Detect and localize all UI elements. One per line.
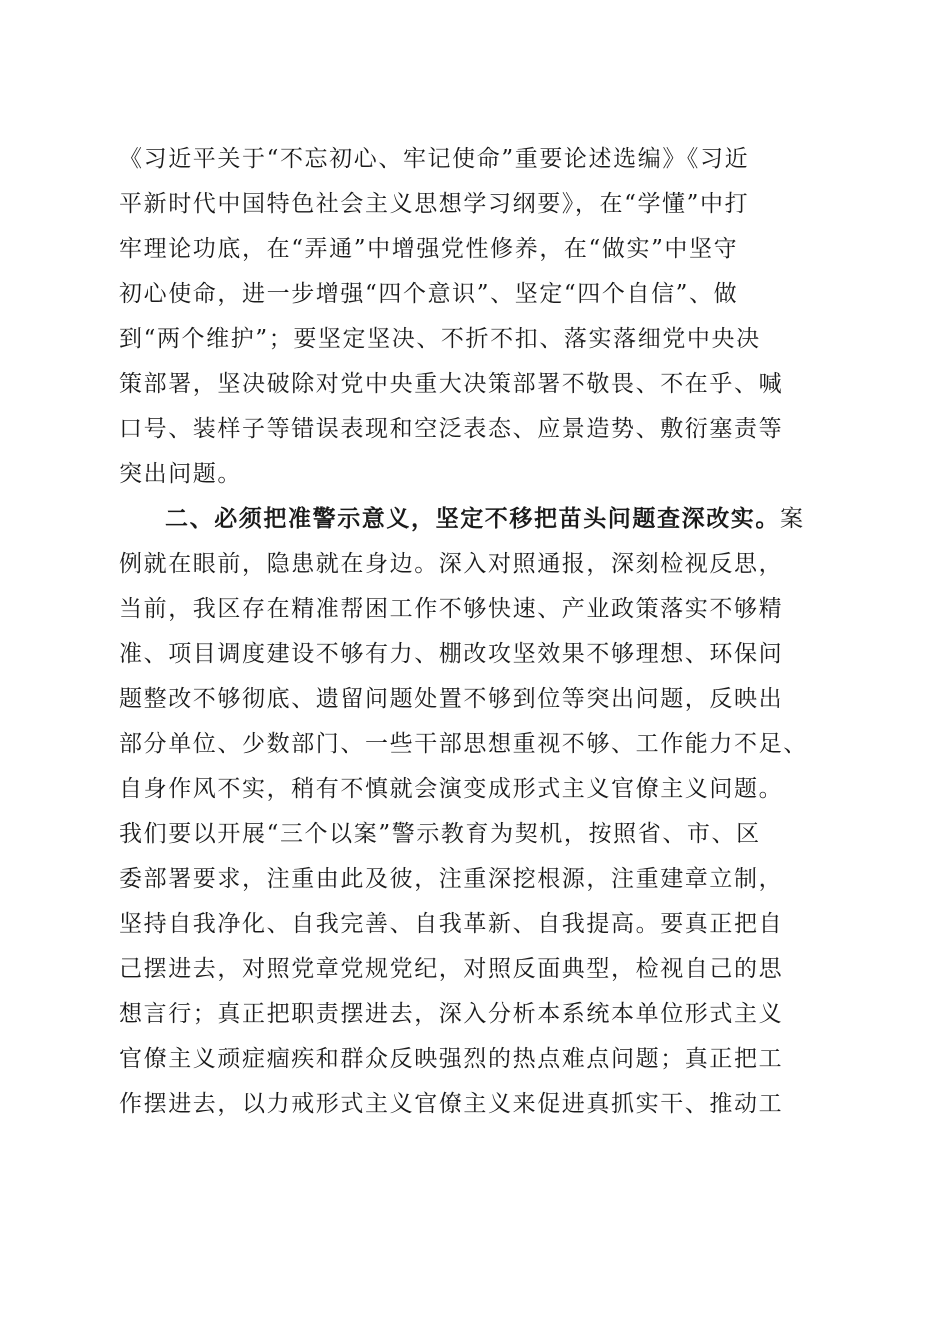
text-line: 准、项目调度建设不够有力、棚改攻坚效果不够理想、环保问 [119,641,784,667]
text-line: 委部署要求，注重由此及彼，注重深挖根源，注重建章立制， [119,866,784,892]
text-line: 平新时代中国特色社会主义思想学习纲要》，在“学懂”中打 [119,191,750,217]
text-line: 己摆进去，对照党章党规党纪，对照反面典型，检视自己的思 [119,956,784,982]
text-line: 当前，我区存在精准帮困工作不够快速、产业政策落实不够精 [119,596,784,622]
text-line: 到“两个维护”；要坚定坚决、不折不扣、落实落细党中央决 [119,326,761,352]
text-line: 坚持自我净化、自我完善、自我革新、自我提高。要真正把自 [119,911,784,937]
heading-line-rest: 案 [780,506,805,532]
text-line: 题整改不够彻底、遗留问题处置不够到位等突出问题，反映出 [119,686,784,712]
text-line: 作摆进去，以力戒形式主义官僚主义来促进真抓实干、推动工 [119,1091,784,1117]
text-line: 自身作风不实，稍有不慎就会演变成形式主义官僚主义问题。 [119,776,784,802]
text-line: 我们要以开展“三个以案”警示教育为契机，按照省、市、区 [119,821,761,847]
text-line: 策部署，坚决破除对党中央重大决策部署不敬畏、不在乎、喊 [119,371,784,397]
section-heading: 二、必须把准警示意义，坚定不移把苗头问题查深改实。 [165,506,780,532]
text-line: 部分单位、少数部门、一些干部思想重视不够、工作能力不足、 [119,731,808,757]
text-line: 牢理论功底，在“弄通”中增强党性修养，在“做实”中坚守 [119,236,739,262]
text-line: 突出问题。 [119,461,242,487]
text-line: 《习近平关于“不忘初心、牢记使命”重要论述选编》《习近 [119,146,750,172]
text-line: 官僚主义顽症痼疾和群众反映强烈的热点难点问题；真正把工 [119,1046,784,1072]
text-line: 例就在眼前，隐患就在身边。深入对照通报，深刻检视反思， [119,551,784,577]
section-heading-line [165,499,885,539]
text-line: 初心使命，进一步增强“四个意识”、坚定“四个自信”、做 [119,281,739,307]
text-line: 口号、装样子等错误表现和空泛表态、应景造势、敷衍塞责等 [119,416,784,442]
text-line: 想言行；真正把职责摆进去，深入分析本系统本单位形式主义 [119,1001,784,1027]
